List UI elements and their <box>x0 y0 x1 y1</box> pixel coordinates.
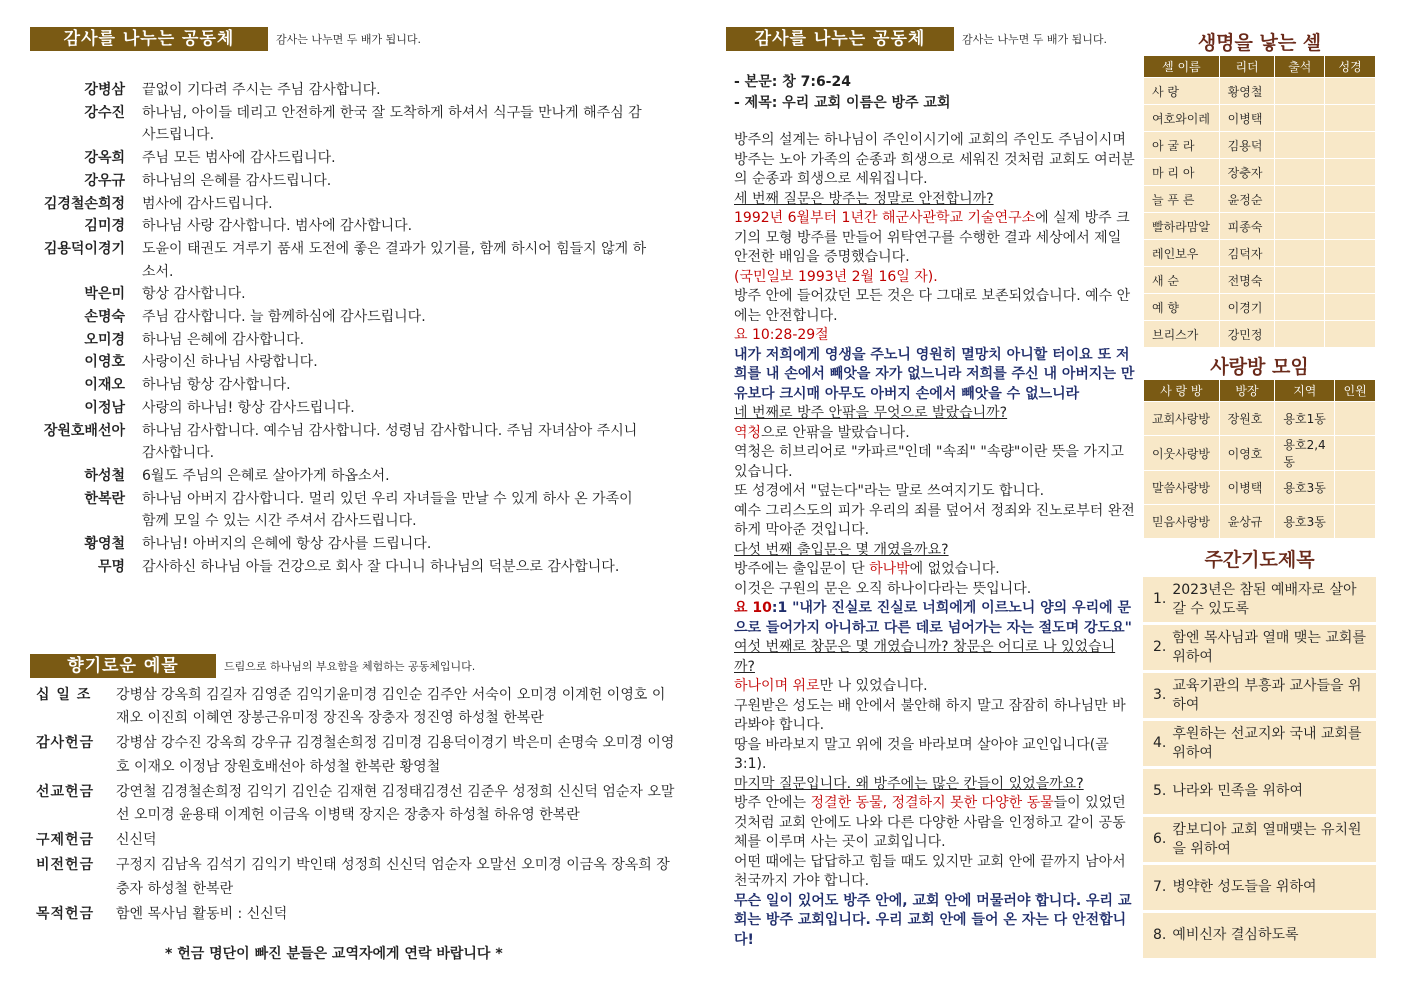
sermon-paragraph: 방주 안에 들어갔던 모든 것은 다 그대로 보존되었습니다. 예수 안에는 안전합니다. <box>734 288 1131 324</box>
cell-leader: 김용덕 <box>1219 132 1275 159</box>
offering-names: 강병삼 강수진 강옥희 강우규 김경철손희정 김미경 김용덕이경기 박은미 손명숙 오미경 이영호 이재오 이정남 장원호배선아 하성철 한복란 황영철 <box>116 735 675 775</box>
cell-bible <box>1325 240 1376 267</box>
love-room-section-title: 사랑방 모임 <box>1210 356 1309 378</box>
sermon-body <box>734 131 1136 950</box>
sermon-text: 에 실제 방주 크기의 모형 방주를 만들어 위탁연구를 수행한 결과 세상에서 제일 안전한 배임을 증명했습니다. <box>734 210 1130 265</box>
sermon-verse-ref: 요 10:28-29절 <box>734 327 829 343</box>
cell-name: 늘 푸 른 <box>1144 186 1220 213</box>
thanks-name: 김미경 <box>84 218 125 235</box>
cell-col-attendance: 출석 <box>1275 56 1325 78</box>
love-room-table <box>1143 379 1376 539</box>
offering-names: 강병삼 강옥희 김길자 김영준 김익기윤미경 김인순 김주안 서숙이 오미경 이계헌 이영호 이재오 이진희 이혜연 장봉근유미정 장진옥 장충자 정진영 하성철 한복란 <box>116 687 666 727</box>
thanks-entry <box>28 215 688 238</box>
cell-name: 아 굴 라 <box>1144 132 1220 159</box>
table-row <box>1144 471 1376 505</box>
sermon-section-subtitle: 감사는 나누면 두 배가 됩니다. <box>962 33 1107 46</box>
thanks-name: 박은미 <box>84 286 125 303</box>
thanks-text: 하나님의 은혜를 감사드립니다. <box>142 172 332 189</box>
thanks-entry <box>28 351 688 374</box>
thanks-text: 하나님 항상 감사합니다. <box>142 377 291 394</box>
thanks-section-header <box>30 27 421 51</box>
sermon-section-header <box>726 27 1107 51</box>
offering-row <box>36 903 676 926</box>
thanks-text: 하나님 은혜에 감사합니다. <box>142 331 305 348</box>
cell-table-header <box>1144 56 1376 78</box>
love-room-count <box>1335 436 1376 471</box>
thanks-text: 사랑의 하나님! 항상 감사드립니다. <box>142 399 355 416</box>
thanks-entry <box>28 193 688 216</box>
sermon-text: 만 나 있었습니다. <box>819 678 928 694</box>
love-room-leader: 이병택 <box>1219 471 1275 505</box>
thanks-text: 하나님, 아이들 데리고 안전하게 한국 잘 도착하게 하셔서 식구들 만나게 해주심 감사드립니다. <box>142 104 642 144</box>
cell-name: 레인보우 <box>1144 240 1220 267</box>
thanks-text: 주님 모든 범사에 감사드립니다. <box>142 150 336 167</box>
offering-row <box>36 684 676 730</box>
love-room-name: 믿음사랑방 <box>1144 505 1220 539</box>
cell-bible <box>1325 321 1376 348</box>
offering-list <box>36 684 676 928</box>
sermon-text: 방주에는 출입문이 단 <box>734 561 870 577</box>
cell-attendance <box>1275 78 1325 105</box>
table-row <box>1144 105 1376 132</box>
cell-col-bible: 성경 <box>1325 56 1376 78</box>
table-row <box>1144 505 1376 539</box>
cell-col-leader: 리더 <box>1219 56 1275 78</box>
prayer-number: 4. <box>1153 735 1167 751</box>
thanks-entry <box>28 329 688 352</box>
thanks-text: 하나님 아버지 감사합니다. 멀리 있던 우리 자녀들을 만날 수 있게 하사 온 가족이 함께 모일 수 있는 시간 주셔서 감사드립니다. <box>142 490 633 530</box>
table-row <box>1144 78 1376 105</box>
sermon-highlight: 정결한 동물, 정결하지 못한 다양한 동물 <box>810 795 1054 811</box>
thanks-name: 무명 <box>97 558 125 575</box>
sermon-paragraph: 어떤 때에는 답답하고 힘들 때도 있지만 교회 안에 끝까지 남아서 천국까지 가야 합니다. <box>734 853 1126 889</box>
sermon-text: 으로 안팎을 발랐습니다. <box>761 424 910 441</box>
cell-leader: 강민정 <box>1219 321 1275 348</box>
thanks-entry <box>28 306 688 329</box>
prayer-number: 6. <box>1153 831 1167 847</box>
thanks-name: 한복란 <box>84 490 125 507</box>
love-room-leader: 윤상규 <box>1219 505 1275 539</box>
thanks-entry <box>28 238 688 283</box>
cell-bible <box>1325 78 1376 105</box>
sermon-question: 여섯 번째로 창문은 몇 개였습니까? 창문은 어디로 나 있었습니까? <box>734 639 1116 675</box>
cell-bible <box>1325 213 1376 240</box>
love-room-leader: 장원호 <box>1219 402 1275 436</box>
thanks-name: 하성철 <box>84 467 125 484</box>
love-room-col-room: 사 랑 방 <box>1144 380 1220 402</box>
cell-col-name: 셀 이름 <box>1144 56 1220 78</box>
sermon-paragraph <box>734 677 1136 697</box>
thanks-text: 사랑이신 하나님 사랑합니다. <box>142 354 318 371</box>
table-row <box>1144 436 1376 471</box>
list-item <box>1143 817 1376 862</box>
sermon-question: 네 번째로 방주 안팎을 무엇으로 발랐습니까? <box>734 405 1008 421</box>
thanks-name: 김용덕이경기 <box>43 240 125 257</box>
prayer-text: 캄보디아 교회 열매맺는 유치원을 위하여 <box>1172 821 1362 857</box>
sermon-paragraph: 이것은 구원의 문은 오직 하나이다라는 뜻입니다. <box>734 580 1032 597</box>
cell-leader: 윤정순 <box>1219 186 1275 213</box>
thanks-text: 범사에 감사드립니다. <box>142 195 273 212</box>
love-room-area: 용호1동 <box>1275 402 1335 436</box>
prayer-section-title: 주간기도제목 <box>1204 549 1315 571</box>
list-item <box>1143 865 1376 910</box>
love-room-col-area: 지역 <box>1275 380 1335 402</box>
cell-name: 빨하라맘알 <box>1144 213 1220 240</box>
thanks-entry <box>28 147 688 170</box>
offering-label: 구제헌금 <box>36 832 95 849</box>
prayer-number: 1. <box>1153 591 1167 607</box>
offering-note: * 헌금 명단이 빠진 분들은 교역자에게 연락 바랍니다 * <box>165 946 503 962</box>
thanks-name: 황영철 <box>84 536 125 553</box>
thanks-entry <box>28 488 688 533</box>
prayer-number: 2. <box>1153 639 1167 655</box>
thanks-entry <box>28 79 688 102</box>
sermon-citation: (국민일보 1993년 2월 16일 자). <box>734 268 938 285</box>
thanks-entry <box>28 283 688 306</box>
thanks-entry <box>28 170 688 193</box>
prayer-text: 나라와 민족을 위하여 <box>1172 783 1303 799</box>
sermon-highlight: 1992년 6월부터 1년간 해군사관학교 기술연구소 <box>734 210 1036 226</box>
table-row <box>1144 186 1376 213</box>
cell-name: 여호와이레 <box>1144 105 1220 132</box>
thanks-text: 하나님! 아버지의 은혜에 항상 감사를 드립니다. <box>142 536 432 553</box>
cell-bible <box>1325 132 1376 159</box>
cell-attendance <box>1275 186 1325 213</box>
cell-name: 사 랑 <box>1144 78 1220 105</box>
cell-name: 예 향 <box>1144 294 1220 321</box>
sermon-section-title: 감사를 나누는 공동체 <box>726 27 954 51</box>
cell-attendance <box>1275 159 1325 186</box>
thanks-text: 주님 감사합니다. 늘 함께하심에 감사드립니다. <box>142 309 426 326</box>
thanks-list <box>28 79 688 578</box>
cell-name: 새 순 <box>1144 267 1220 294</box>
prayer-text: 예비신자 결심하도록 <box>1172 927 1299 943</box>
offering-label: 선교헌금 <box>36 783 95 800</box>
sermon-paragraph: 역청은 히브리어로 "카파르"인데 "속죄" "속량"이란 뜻을 가지고 있습니다. <box>734 444 1124 480</box>
prayer-text: 2023년은 참된 예배자로 살아갈 수 있도록 <box>1172 581 1357 617</box>
sermon-paragraph: 예수 그리스도의 피가 우리의 죄를 덮어서 정죄와 진노로부터 완전하게 막아준 것입니다. <box>734 502 1135 538</box>
sermon-paragraph <box>734 209 1136 268</box>
cell-leader: 피종숙 <box>1219 213 1275 240</box>
prayer-number: 8. <box>1153 927 1167 943</box>
sermon-paragraph: 방주의 설계는 하나님이 주인이시기에 교회의 주인도 주님이시며 방주는 노아 가족의 순종과 희생으로 세워진 것처럼 교회도 여러분의 순종과 희생으로 세워집니다. <box>734 132 1135 187</box>
prayer-number: 3. <box>1153 687 1167 703</box>
thanks-section-title: 감사를 나누는 공동체 <box>30 27 268 51</box>
thanks-name: 손명숙 <box>84 309 125 326</box>
sermon-text: 들이 있었던 것처럼 교회 안에도 나와 다른 다양한 사람을 인정하고 같이 공동체를 이루며 사는 곳이 교회입니다. <box>734 795 1126 850</box>
sermon-paragraph <box>734 560 1136 580</box>
table-row <box>1144 294 1376 321</box>
sermon-question: 세 번째 질문은 방주는 정말로 안전합니까? <box>734 190 994 207</box>
thanks-name: 김경철손희정 <box>43 195 125 212</box>
love-room-count <box>1335 402 1376 436</box>
thanks-entry <box>28 556 688 579</box>
sermon-meta <box>734 72 950 114</box>
cell-attendance <box>1275 132 1325 159</box>
offering-section-title: 향기로운 예물 <box>30 654 216 678</box>
sermon-question: 마지막 질문입니다. 왜 방주에는 많은 칸들이 있었을까요? <box>734 775 1084 792</box>
prayer-text: 함엔 목사님과 열매 맺는 교회를 위하여 <box>1172 629 1366 665</box>
love-room-count <box>1335 471 1376 505</box>
thanks-text: 항상 감사합니다. <box>142 286 246 303</box>
sermon-paragraph <box>734 794 1136 853</box>
cell-leader: 이경기 <box>1219 294 1275 321</box>
cell-bible <box>1325 267 1376 294</box>
sermon-verse: 내가 저희에게 영생을 주노니 영원히 멸망치 아니할 터이요 또 저희를 내 손에서 빼앗을 자가 없느니라 저희를 주신 내 아버지는 만유보다 크시매 아무도 아버지 손에서 빼앗을 수 없느니라 <box>734 346 1135 402</box>
thanks-text: 하나님 감사합니다. 예수님 감사합니다. 성령님 감사합니다. 주님 자녀삼아 주시니 감사합니다. <box>142 422 638 462</box>
cell-section-title: 생명을 낳는 셀 <box>1197 32 1322 54</box>
sermon-paragraph: 또 성경에서 "덮는다"라는 말로 쓰여지기도 합니다. <box>734 483 1045 499</box>
cell-bible <box>1325 294 1376 321</box>
prayer-list <box>1143 577 1376 961</box>
offering-label: 감사헌금 <box>36 735 95 752</box>
sermon-question: 다섯 번째 출입문은 몇 개였을까요? <box>734 541 949 558</box>
table-row <box>1144 213 1376 240</box>
sermon-verse <box>734 599 1136 638</box>
table-row <box>1144 159 1376 186</box>
prayer-text: 후원하는 선교지와 국내 교회를 위하여 <box>1172 725 1362 761</box>
thanks-name: 이영호 <box>84 354 125 371</box>
cell-leader: 전명숙 <box>1219 267 1275 294</box>
thanks-entry <box>28 102 688 147</box>
sermon-highlight: 하나밖 <box>869 561 910 577</box>
table-row <box>1144 402 1376 436</box>
offering-names: 함엔 목사님 활동비 : 신신덕 <box>116 905 288 922</box>
thanks-entry <box>28 420 688 465</box>
prayer-text: 교육기관의 부흥과 교사들을 위하여 <box>1172 677 1362 713</box>
thanks-text: 끝없이 기다려 주시는 주님 감사합니다. <box>142 82 381 98</box>
love-room-count <box>1335 505 1376 539</box>
thanks-entry <box>28 397 688 420</box>
prayer-text: 병약한 성도들을 위하여 <box>1172 879 1317 895</box>
offering-label: 목적헌금 <box>36 905 95 922</box>
table-row <box>1144 321 1376 348</box>
cell-attendance <box>1275 321 1325 348</box>
sermon-paragraph: 땅을 바라보지 말고 위에 것을 바라보며 살아야 교인입니다(골 3:1). <box>734 736 1109 772</box>
sermon-highlight: 역청 <box>734 424 762 441</box>
love-room-area: 용호2,4동 <box>1275 436 1335 471</box>
thanks-text: 도윤이 태권도 겨루기 품새 도전에 좋은 결과가 있기를, 함께 하시어 힘들지 않게 하소서. <box>142 240 647 280</box>
thanks-name: 강우규 <box>84 172 125 189</box>
sermon-scripture: - 본문: 창 7:6-24 <box>734 74 851 90</box>
thanks-text: 감사하신 하나님 아들 건강으로 회사 잘 다니니 하나님의 덕분으로 감사합니다. <box>142 558 620 575</box>
offering-row <box>36 854 676 900</box>
table-row <box>1144 240 1376 267</box>
cell-leader: 장충자 <box>1219 159 1275 186</box>
cell-bible <box>1325 186 1376 213</box>
cell-attendance <box>1275 294 1325 321</box>
cell-attendance <box>1275 213 1325 240</box>
offering-label: 비전헌금 <box>36 857 95 874</box>
love-room-area: 용호3동 <box>1275 505 1335 539</box>
cell-attendance <box>1275 240 1325 267</box>
offering-names: 신신덕 <box>116 832 157 849</box>
sermon-highlight: 하나이며 위로 <box>734 678 820 694</box>
love-room-name: 말씀사랑방 <box>1144 471 1220 505</box>
offering-section-header <box>30 654 475 678</box>
thanks-name: 강수진 <box>84 104 125 121</box>
thanks-name: 장원호배선아 <box>43 422 125 439</box>
sermon-verse-ref: 요 10 <box>734 600 772 616</box>
sermon-paragraph <box>734 424 1136 444</box>
cell-bible <box>1325 105 1376 132</box>
thanks-name: 이재오 <box>84 377 125 394</box>
thanks-name: 강옥희 <box>84 150 125 167</box>
thanks-text: 하나님 사랑 감사합니다. 범사에 감사합니다. <box>142 218 413 235</box>
cell-attendance <box>1275 267 1325 294</box>
thanks-entry <box>28 465 688 488</box>
love-room-leader: 이영호 <box>1219 436 1275 471</box>
sermon-verse-text: :1 "내가 진실로 진실로 너희에게 이르노니 양의 우리에 문으로 들어가지 아니하고 다른 데로 넘어가는 자는 절도며 강도요" <box>734 600 1132 636</box>
prayer-number: 7. <box>1153 879 1167 895</box>
cell-name: 마 리 아 <box>1144 159 1220 186</box>
list-item <box>1143 769 1376 814</box>
cell-bible <box>1325 159 1376 186</box>
love-room-table-header <box>1144 380 1376 402</box>
offering-names: 구정지 김남옥 김석기 김익기 박인태 성정희 신신덕 엄순자 오말선 오미경 이금옥 장옥희 장충자 하성철 한복란 <box>116 857 670 897</box>
offering-row <box>36 732 676 778</box>
cell-leader: 황영철 <box>1219 78 1275 105</box>
sermon-paragraph: 구원받은 성도는 배 안에서 불안해 하지 말고 잠잠히 하나님만 바라봐야 합니다. <box>734 697 1126 733</box>
table-row <box>1144 132 1376 159</box>
list-item <box>1143 625 1376 670</box>
cell-leader: 이병택 <box>1219 105 1275 132</box>
thanks-name: 이정남 <box>84 399 125 416</box>
list-item <box>1143 913 1376 958</box>
sermon-conclusion: 무슨 일이 있어도 방주 안에, 교회 안에 머물러야 합니다. 우리 교회는 방주 교회입니다. 우리 교회 안에 들어 온 자는 다 안전합니다! <box>734 892 1132 948</box>
offering-row <box>36 781 676 827</box>
offering-row <box>36 829 676 852</box>
love-room-col-count: 인원 <box>1335 380 1376 402</box>
thanks-name: 강병삼 <box>84 82 125 98</box>
thanks-entry <box>28 533 688 556</box>
love-room-col-leader: 방장 <box>1219 380 1275 402</box>
cell-table <box>1143 55 1376 348</box>
sermon-text: 에 없었습니다. <box>909 561 1000 577</box>
list-item <box>1143 577 1376 622</box>
list-item <box>1143 673 1376 718</box>
cell-attendance <box>1275 105 1325 132</box>
sermon-text: 방주 안에는 <box>734 795 811 811</box>
thanks-section-subtitle: 감사는 나누면 두 배가 됩니다. <box>276 33 421 46</box>
love-room-area: 용호3동 <box>1275 471 1335 505</box>
thanks-text: 6월도 주님의 은혜로 살아가게 하옵소서. <box>142 467 390 484</box>
cell-leader: 김덕자 <box>1219 240 1275 267</box>
thanks-name: 오미경 <box>84 331 125 348</box>
love-room-name: 이웃사랑방 <box>1144 436 1220 471</box>
love-room-name: 교회사랑방 <box>1144 402 1220 436</box>
thanks-entry <box>28 374 688 397</box>
offering-label: 십 일 조 <box>36 687 92 703</box>
sermon-title: - 제목: 우리 교회 이름은 방주 교회 <box>734 95 951 111</box>
cell-name: 브리스가 <box>1144 321 1220 348</box>
list-item <box>1143 721 1376 766</box>
table-row <box>1144 267 1376 294</box>
offering-names: 강연철 김경철손희정 김익기 김인순 김재현 김정태김경선 김준우 성정희 신신덕 엄순자 오말선 오미경 윤용태 이계헌 이금옥 이병택 장지은 장충자 하성철 하유영 한복란 <box>116 783 675 824</box>
prayer-number: 5. <box>1153 783 1167 799</box>
offering-section-subtitle: 드림으로 하나님의 부요함을 체험하는 공동체입니다. <box>224 660 476 673</box>
